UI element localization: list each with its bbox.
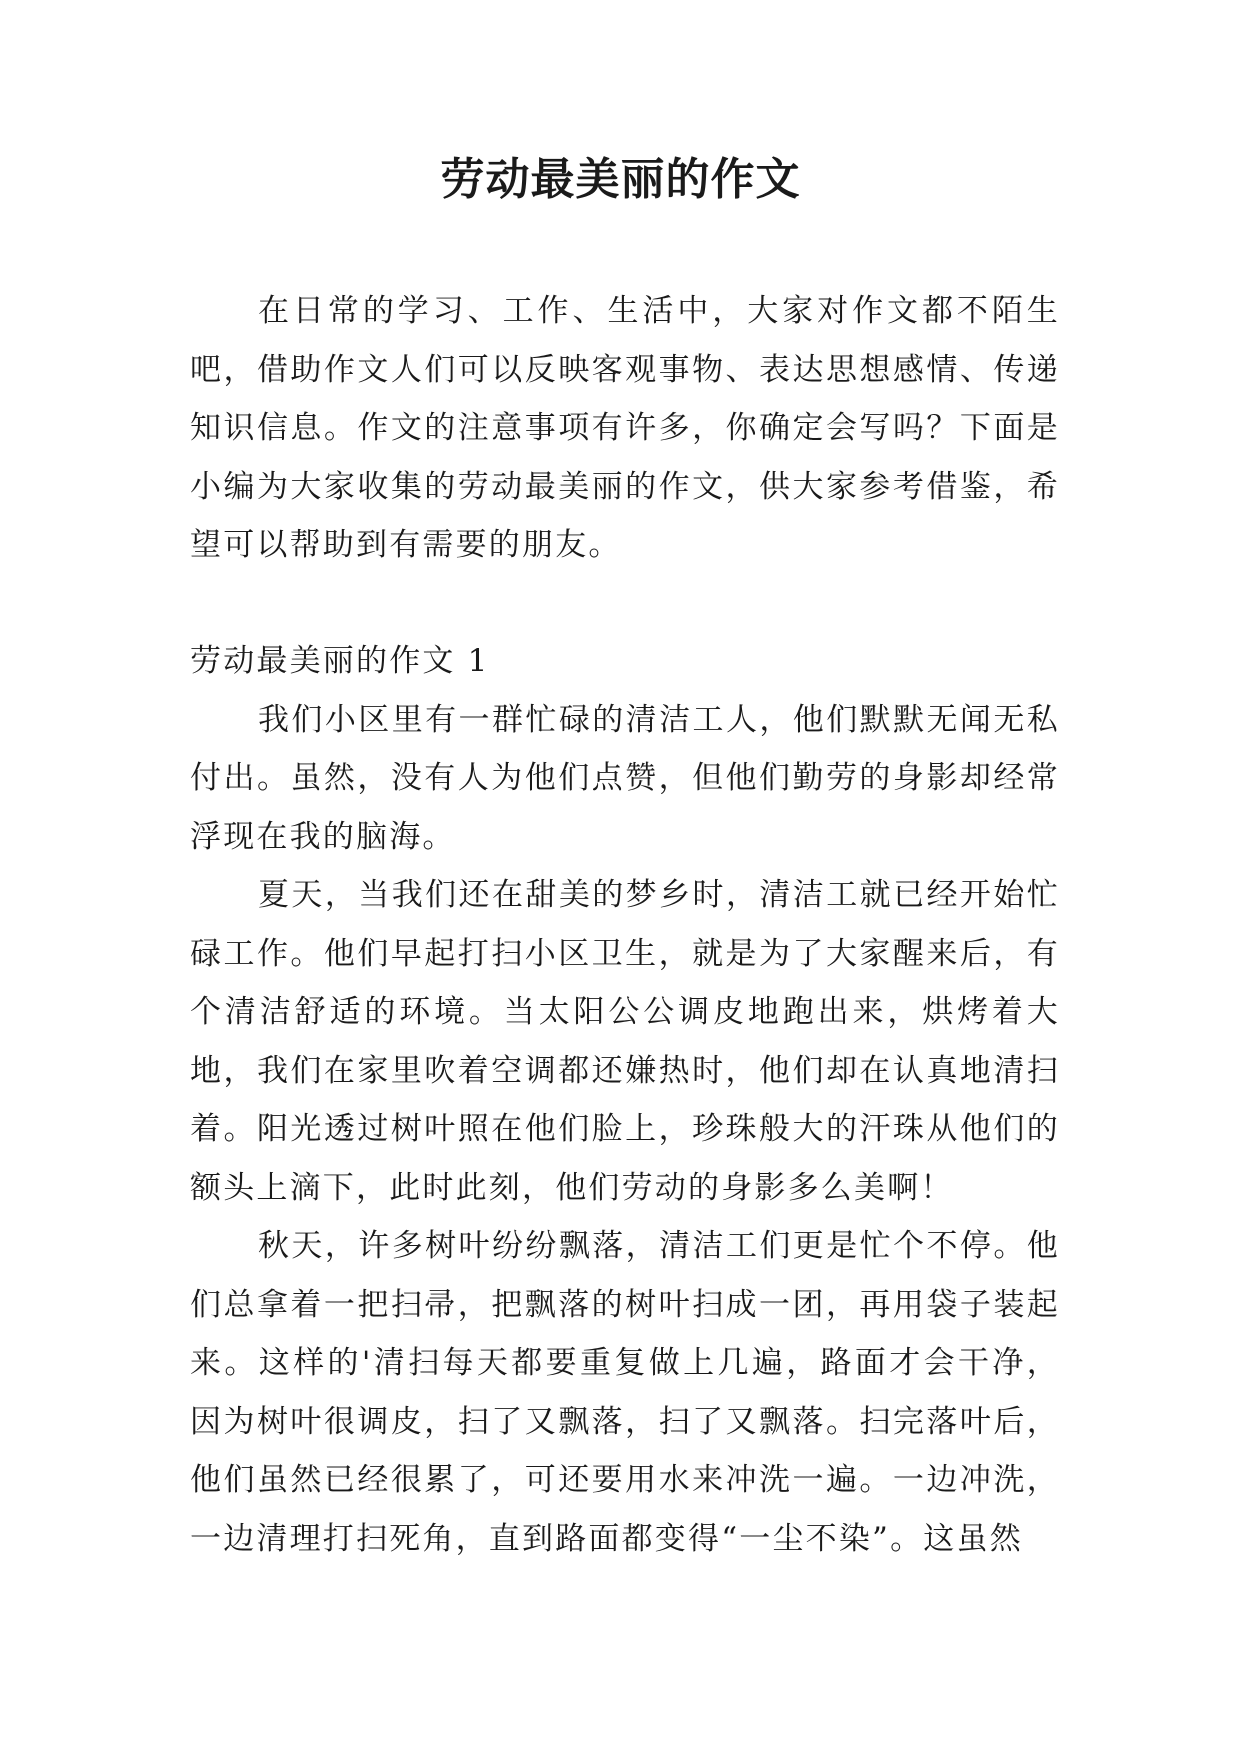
section-paragraph-1: 我们小区里有一群忙碌的清洁工人，他们默默无闻无私付出。虽然，没有人为他们点赞，但他们勤劳的身影却经常浮现在我的脑海。	[190, 701, 1060, 855]
document-title: 劳动最美丽的作文	[440, 154, 801, 205]
intro-paragraph: 在日常的学习、工作、生活中，大家对作文都不陌生吧，借助作文人们可以反映客观事物、表达思想感情、传递知识信息。作文的注意事项有许多，你确定会写吗？下面是小编为大家收集的劳动最美丽的作文，供大家参考借鉴，希望可以帮助到有需要的朋友。	[190, 293, 1060, 563]
section-heading: 劳动最美丽的作文 1	[190, 643, 490, 679]
section-1	[190, 632, 1060, 1568]
section-paragraph-3: 秋天，许多树叶纷纷飘落，清洁工们更是忙个不停。他们总拿着一把扫帚，把飘落的树叶扫成一团，再用袋子装起来。这样的'清扫每天都要重复做上几遍，路面才会干净，因为树叶很调皮，扫了又飘落，扫了又飘落。扫完落叶后，他们虽然已经很累了，可还要用水来冲洗一遍。一边冲洗，一边清理打扫死角，直到路面都变得“一尘不染”。这虽然	[190, 1228, 1060, 1557]
section-paragraph-2: 夏天，当我们还在甜美的梦乡时，清洁工就已经开始忙碌工作。他们早起打扫小区卫生，就是为了大家醒来后，有个清洁舒适的环境。当太阳公公调皮地跑出来，烘烤着大地，我们在家里吹着空调都还嫌热时，他们却在认真地清扫着。阳光透过树叶照在他们脸上，珍珠般大的汗珠从他们的额头上滴下，此时此刻，他们劳动的身影多么美啊！	[190, 877, 1060, 1206]
